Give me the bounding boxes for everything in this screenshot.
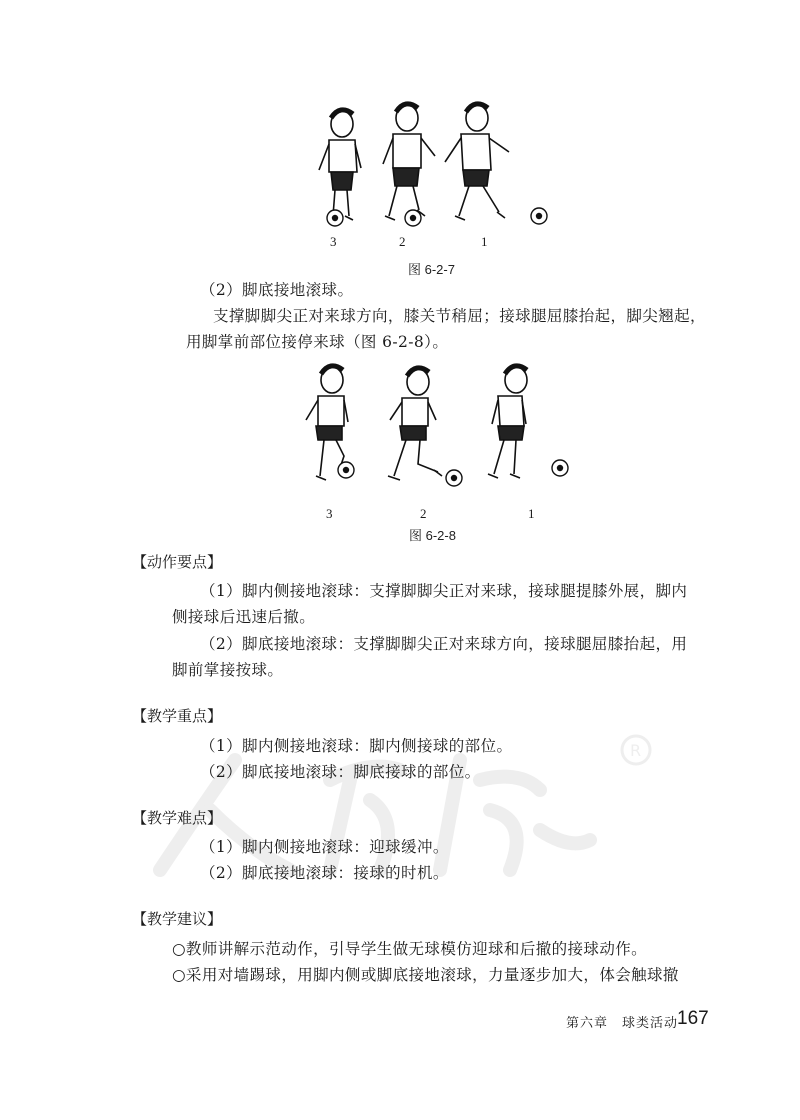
figure-frame-number: 1 [528,506,535,521]
figure-6-2-7 [295,98,555,258]
figure-caption: 图 6-2-7 [408,262,455,277]
section-heading: 【教学难点】 [132,809,223,827]
body-text: ○采用对墙踢球，用脚内侧或脚底接地滚球，力量逐步加大，体会触球撤 [172,966,679,984]
page-number: 167 [677,1008,709,1029]
body-text: 侧接球后迅速后撤。 [172,608,316,626]
body-text: 支撑脚脚尖正对来球方向，膝关节稍屈；接球腿屈膝抬起，脚尖翘起， [213,307,706,325]
footer-chapter: 第六章 球类活动 [566,1016,679,1031]
subsection-title: （2）脚底接地滚球。 [200,281,354,299]
body-text: （1）脚内侧接地滚球：脚内侧接球的部位。 [200,737,513,755]
figure-frame-number: 3 [330,234,337,249]
section-heading: 【教学重点】 [132,707,223,725]
figure-6-2-8-illustration [288,360,588,495]
section-heading: 【教学建议】 [132,910,223,928]
figure-6-2-7-illustration [295,98,555,238]
figure-frame-number: 1 [481,234,488,249]
body-text: ○教师讲解示范动作，引导学生做无球模仿迎球和后撤的接球动作。 [172,940,648,958]
body-text: （2）脚底接地滚球：支撑脚脚尖正对来球方向，接球腿屈膝抬起，用 [200,635,688,653]
body-text: （2）脚底接地滚球：脚底接球的部位。 [200,763,481,781]
body-text: （1）脚内侧接地滚球：迎球缓冲。 [200,838,449,856]
figure-6-2-8 [288,360,588,525]
figure-frame-number: 2 [420,506,427,521]
section-heading: 【动作要点】 [132,553,223,571]
figure-frame-number: 3 [326,506,333,521]
figure-frame-number: 2 [399,234,406,249]
body-text: （1）脚内侧接地滚球：支撑脚脚尖正对来球，接球腿提膝外展，脚内 [200,582,688,600]
svg-text:R: R [630,741,642,760]
figure-caption: 图 6-2-8 [409,528,456,543]
body-text: 用脚掌前部位接停来球（图 6-2-8）。 [186,333,449,351]
body-text: 脚前掌接按球。 [172,661,284,679]
body-text: （2）脚底接地滚球：接球的时机。 [200,864,449,882]
